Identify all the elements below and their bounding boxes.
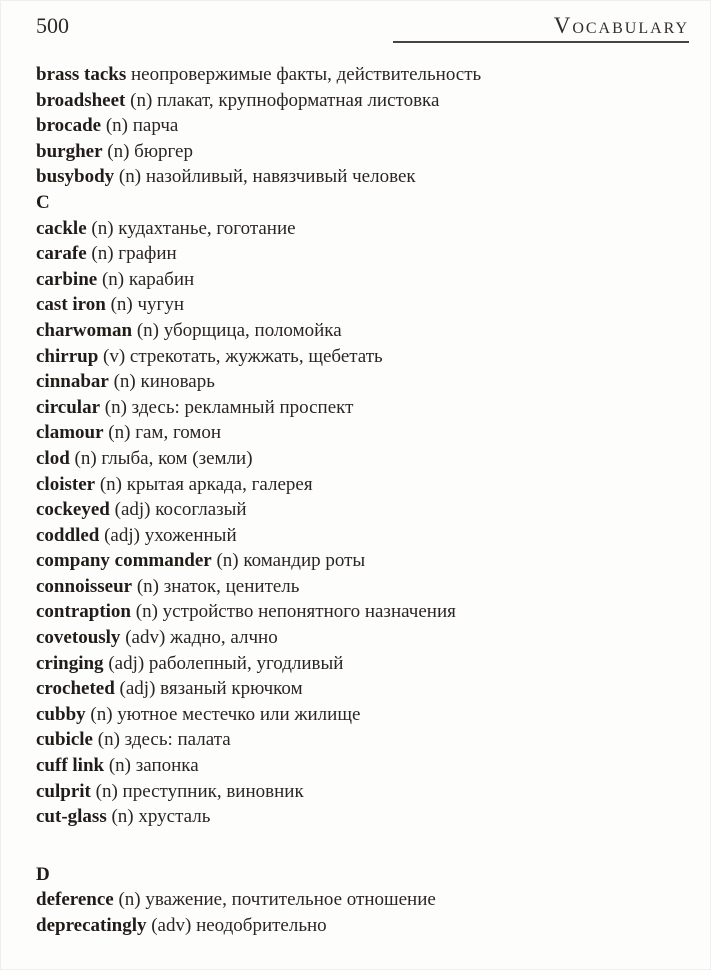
vocab-entry [36,804,689,830]
entry-definition: (n) парча [101,115,179,137]
vocab-entry [36,395,689,421]
entry-word: cuff link [36,755,105,777]
entry-definition: (n) знаток, ценитель [132,575,300,597]
entry-word: crocheted [36,678,115,700]
vocab-entry [36,676,689,702]
entry-definition: (adj) косоглазый [109,499,247,521]
entry-definition: (adj) ухоженный [99,524,237,546]
entry-word: burgher [36,140,103,162]
running-head-rule [393,14,689,43]
entry-word: company commander [36,550,212,572]
vocab-entry [36,241,689,267]
entry-word: cubby [36,703,86,725]
entry-word: contraption [36,601,131,623]
entry-definition: (n) плакат, крупноформатная листовка [125,89,440,111]
entry-definition: (adv) жадно, алчно [120,627,278,649]
entry-definition: (v) стрекотать, жужжать, щебетать [98,345,383,367]
entry-definition: (n) назойливый, навязчивый человек [114,166,416,188]
entry-word: coddled [36,524,100,546]
section-letter: D [36,863,50,885]
entry-definition: (n) глыба, ком (земли) [69,447,253,469]
entry-word: deprecatingly [36,915,147,936]
entry-definition: (n) уборщица, поломойка [132,319,342,341]
entry-word: connoisseur [36,575,133,597]
entry-definition: (n) преступник, виновник [90,780,304,802]
entry-word: clamour [36,422,104,444]
page-header [36,14,689,43]
vocab-entry [36,292,689,318]
entry-definition: (n) карабин [97,268,195,290]
entry-word: clod [36,447,70,469]
vocab-entry [36,753,689,779]
entry-definition: (n) запонка [104,755,199,777]
vocab-entry [36,651,689,677]
vocabulary-list [36,62,689,939]
entry-word: cubicle [36,729,93,751]
entry-word: carafe [36,243,87,265]
vocab-entry [36,113,689,139]
entry-definition: (n) командир роты [211,550,366,572]
vocab-entry [36,497,689,523]
entry-word: cloister [36,473,96,495]
entry-word: cut-glass [36,806,107,828]
entry-definition: (n) устройство непонятного назначения [131,601,456,623]
entry-definition: (n) уютное местечко или жилище [85,703,361,725]
entry-word: deference [36,889,114,911]
entry-word: brass tacks [36,64,127,85]
vocab-entry [36,887,689,913]
entry-word: chirrup [36,345,99,367]
entry-definition: (n) здесь: палата [93,729,231,751]
vocab-entry [36,599,689,625]
entry-word: charwoman [36,319,133,341]
vocab-entry [36,446,689,472]
entry-definition: (n) кудахтанье, гоготание [86,217,296,239]
entry-word: cast iron [36,294,106,316]
vocab-entry [36,420,689,446]
entry-word: busybody [36,166,115,188]
entry-definition: (n) уважение, почтительное отношение [113,889,436,911]
vocab-entry [36,702,689,728]
entry-word: broadsheet [36,89,126,111]
entry-definition: (n) крытая аркада, галерея [95,473,313,495]
vocab-entry [36,88,689,114]
entry-definition: (n) киноварь [108,371,215,393]
entry-word: cockeyed [36,499,110,521]
entry-word: covetously [36,627,121,649]
entry-definition: (adv) неодобрительно [146,915,327,936]
vocab-entry [36,472,689,498]
entry-definition: (adj) раболепный, угодливый [103,652,344,674]
entry-word: brocade [36,115,102,137]
running-head-title: Vocabulary [553,13,689,38]
vocab-entry [36,625,689,651]
entry-definition: (n) здесь: рекламный проспект [100,396,354,418]
entry-word: culprit [36,780,91,802]
vocab-entry [36,139,689,165]
vocab-entry [36,216,689,242]
vocab-entry [36,548,689,574]
entry-definition: (n) хрусталь [106,806,211,828]
section-letter: C [36,191,50,213]
entry-definition: (n) графин [86,243,177,265]
vocab-entry [36,62,689,88]
page-number: 500 [36,13,69,38]
entry-definition: (n) гам, гомон [103,422,222,444]
vocab-entry [36,574,689,600]
entry-definition: (n) бюргер [102,140,193,162]
vocab-entry [36,318,689,344]
entry-word: cinnabar [36,371,109,393]
entry-definition: неопровержимые факты, действительность [126,64,482,85]
vocab-entry [36,727,689,753]
entry-definition: (adj) вязаный крючком [114,678,303,700]
vocab-entry [36,164,689,190]
entry-definition: (n) чугун [105,294,185,316]
entry-word: circular [36,396,101,418]
entry-word: cackle [36,217,87,239]
vocab-entry [36,344,689,370]
entry-word: carbine [36,268,98,290]
vocab-entry [36,369,689,395]
vocab-entry [36,267,689,293]
vocab-entry [36,523,689,549]
entry-word: cringing [36,652,104,674]
vocab-entry [36,913,689,939]
vocab-entry [36,779,689,805]
